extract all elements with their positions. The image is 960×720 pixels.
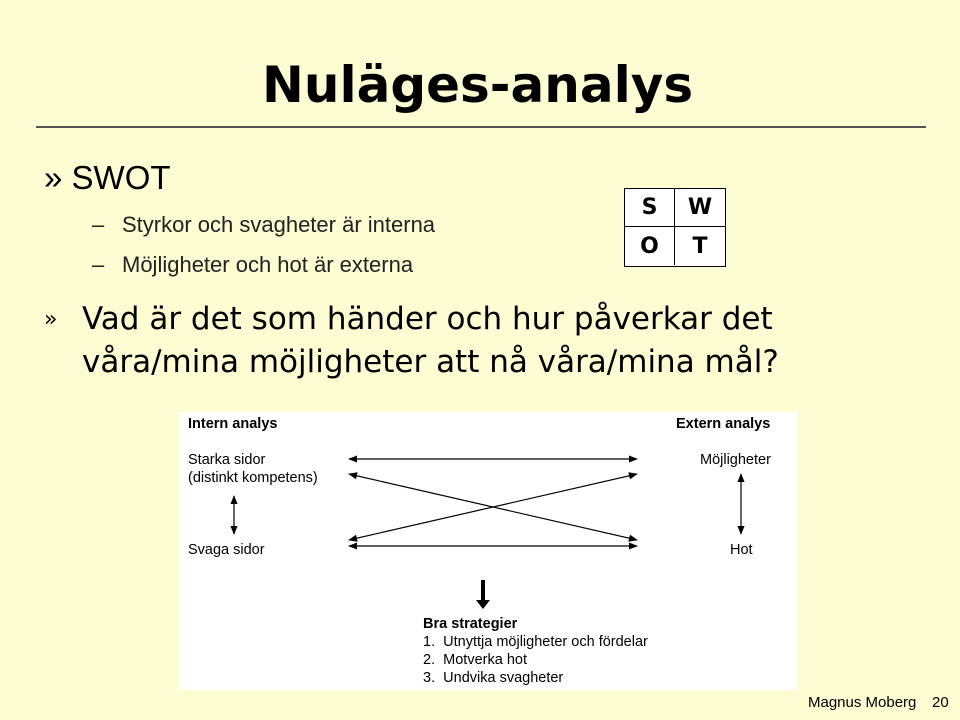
- swot-grid: [624, 188, 726, 267]
- footer-page-number: 20: [932, 694, 949, 711]
- swot-analysis-diagram: [179, 412, 797, 690]
- extern-analys-heading: Extern analys: [676, 416, 771, 432]
- bullet-swot-text: SWOT: [71, 159, 171, 196]
- swot-cell-o: O: [625, 227, 675, 265]
- label-opportunities: Möjligheter: [700, 452, 771, 468]
- strategies-heading: Bra strategier: [423, 616, 518, 632]
- swot-cell-t: T: [692, 233, 708, 259]
- bullet-marker: »: [44, 307, 58, 332]
- strategy-text: Motverka hot: [443, 652, 527, 668]
- label-threats: Hot: [730, 542, 753, 558]
- slide-title: Nuläges-analys: [262, 56, 694, 114]
- strategy-item: [423, 669, 563, 687]
- sub-bullet-text: Styrkor och svagheter är interna: [122, 212, 436, 237]
- bullet-question: [44, 298, 779, 384]
- intern-analys-heading: Intern analys: [188, 416, 278, 432]
- sub-bullet-external: [92, 253, 413, 277]
- strategy-number: 1.: [423, 634, 436, 650]
- label-strengths-note: (distinkt kompetens): [188, 470, 318, 486]
- sub-bullet-internal: [92, 213, 435, 237]
- label-strengths: Starka sidor: [188, 452, 266, 468]
- strategy-number: 2.: [423, 652, 436, 668]
- sub-bullet-text: Möjligheter och hot är externa: [122, 252, 414, 277]
- sub-bullet-dash: –: [92, 212, 105, 237]
- footer-author: Magnus Moberg: [808, 694, 917, 711]
- bullet-swot: [44, 160, 171, 196]
- swot-cell-w: W: [675, 189, 725, 227]
- strategy-text: Undvika svagheter: [443, 670, 564, 686]
- bullet-question-line1: Vad är det som händer och hur påverkar det: [82, 301, 773, 337]
- strategy-item: [423, 633, 648, 651]
- strategy-text: Utnyttja möjligheter och fördelar: [443, 634, 648, 650]
- title-divider: [36, 126, 926, 128]
- swot-cell-s: S: [625, 189, 675, 227]
- bullet-marker: »: [44, 159, 63, 196]
- strategy-number: 3.: [423, 670, 436, 686]
- label-weaknesses: Svaga sidor: [188, 542, 265, 558]
- arrow-to-strategies-head: [476, 600, 490, 609]
- sub-bullet-dash: –: [92, 252, 105, 277]
- bullet-question-line2: våra/mina möjligheter att nå våra/mina mål?: [82, 344, 779, 380]
- strategy-item: [423, 651, 527, 669]
